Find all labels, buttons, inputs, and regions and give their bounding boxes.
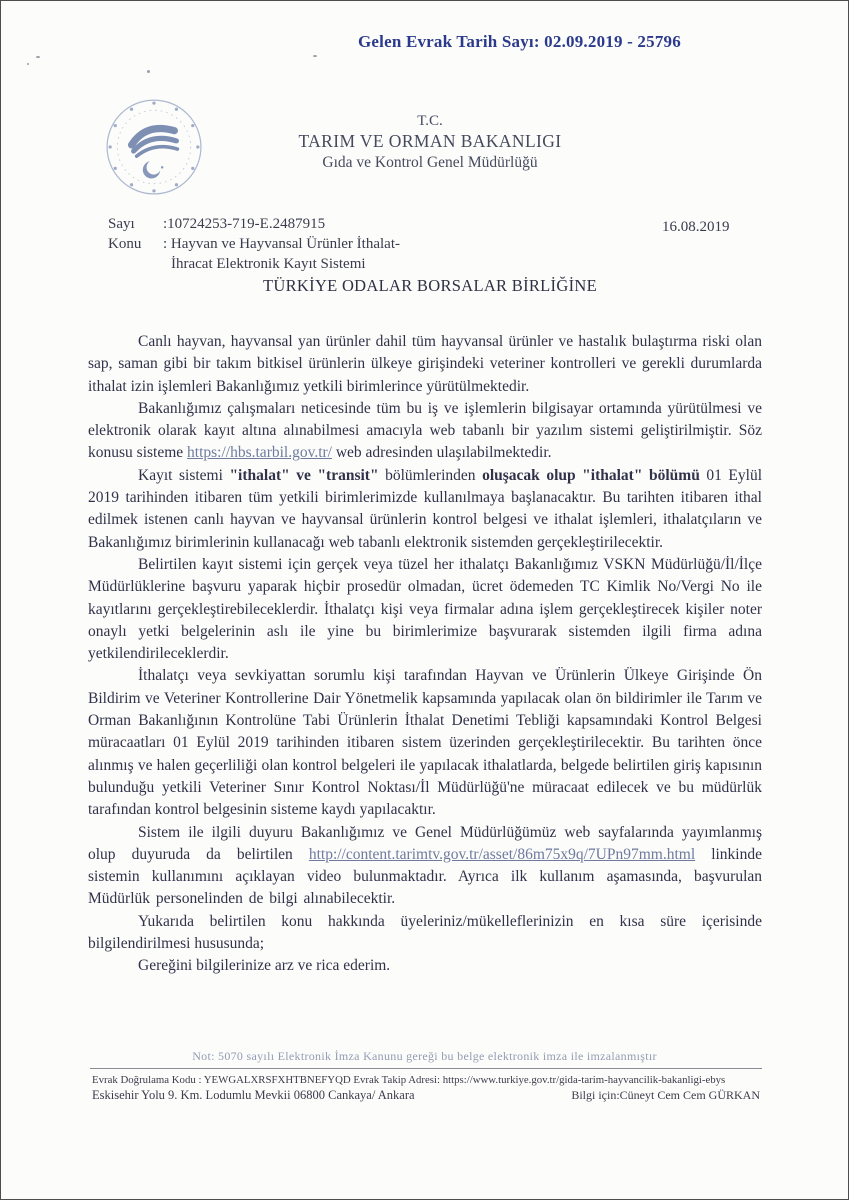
paragraph-6-tail: linkinde sistemin kullanımını açıklayan video bulunmaktadır. Ayrıca ilk kullanım aşamasında, başvurulan Müdürlük personelinden de bilgi alınabilecektir. [88,845,762,908]
letterhead [90,112,770,172]
paragraph-3-tail: 01 Eylül 2019 tarihinden itibaren tüm yetkili birimlerimizde kullanılmaya başlanacaktır. Bu tarihten itibaren ithal edilmek istenen canlı hayvan ve hayvansal ürünlerin kontrol belgesi ve ithalat işlemleri, ithalatçıların ve Bakanlığımız birimlerinin kullanacağı web tabanlı elektronik sistemden gerçekleştirilecektir. [88,466,762,551]
e-signature-note: Not: 5070 sayılı Elektronik İmza Kanunu gereği bu belge elektronik imza ile imzalanmıştır [192,1049,657,1063]
hbs-tarbil-link[interactable]: https://hbs.tarbil.gov.tr/ [187,444,332,462]
paragraph-5: İthalatçı veya sevkiyattan sorumlu kişi tarafından Hayvan ve Ürünlerin Ülkeye Girişinde Ön Bildirim ve Veteriner Kontrollerine Dair Yönetmelik kapsamında yapılacak olan ön bildirimler ile Tarım ve Orman Bakanlığının Kontrolüne Tabi Ürünlerin İthalat Denetimi Tebliği kapsamındaki Kontrol Belgesi müracaatları 01 Eylül 2019 tarihinden itibaren sistem üzerinden gerçekleştirilecektir. Bu tarihten önce alınmış ve halen geçerliliği olan kontrol belgeleri ile yapılacak ithalatlarda, belgede belirtilen giriş kapısının bulunduğu yetkili Veteriner Sınır Kontrol Noktası/İl Müdürlüğü'ne müracaat edilecek ve bu müdürlük tarafından kontrol belgesinin sisteme kaydı yapılacaktır. [88,667,762,819]
letterhead-tc: T.C. [417,113,443,129]
konu-value [163,234,400,274]
closing-line: Gereğini bilgilerinize arz ve rica ederim. [138,957,391,975]
paragraph-3-text: bölümlerinden [378,466,483,484]
footer-line2 [92,1088,760,1102]
verification-code-line: Evrak Doğrulama Kodu : YEWGALXRSFXHTBNEFYQD Evrak Takip Adresi: https://www.turkiye.gov.tr/gida-tarim-hayvancilik-bakanligi-ebys [92,1074,726,1086]
sayi-row [108,214,668,234]
sayi-value: :10724253-719-E.2487915 [163,216,326,232]
scan-speckle [36,56,40,58]
paragraph-2-text: Bakanlığımız çalışmaları neticesinde tüm bu iş ve işlemlerin bilgisayar ortamında yürütülmesi ve elektronik olarak kayıt altına alınabilmesi amacıyla web tabanlı bir yazılım sistemi geliştirilmiştir. Söz konusu sisteme [88,399,762,462]
paragraph-3 [88,465,762,554]
incoming-document-stamp: Gelen Evrak Tarih Sayı: 02.09.2019 - 25796 [358,32,681,51]
document-meta [108,214,668,274]
scan-speckle [313,55,317,57]
paragraph-3-bold-ithalat-transit: "ithalat" ve "transit" [229,466,379,484]
scan-speckle [147,70,150,73]
paragraph-6-text: Sistem ile ilgili duyuru Bakanlığımız ve Genel Müdürlüğümüz web sayfalarında yayımlanmış olup duyuruda da belirtilen [88,823,762,863]
letterhead-department: Gıda ve Kontrol Genel Müdürlüğü [322,153,538,171]
paragraph-2-tail: web adresinden ulaşılabilmektedir. [331,444,552,462]
konu-label: Konu [108,236,142,252]
konu-value-line2: İhracat Elektronik Kayıt Sistemi [171,256,366,272]
contact-person: Bilgi için:Cüneyt Cem Cem GÜRKAN [571,1088,760,1102]
paragraph-7: Yukarıda belirtilen konu hakkında üyeleriniz/mükelleflerinizin en kısa süre içerisinde bilgilendirilmesi hususunda; [88,912,762,953]
letterhead-ministry: TARIM VE ORMAN BAKANLIGI [298,130,562,151]
document-date: 16.08.2019 [662,219,730,235]
footer [92,1073,760,1102]
paragraph-6 [88,822,762,911]
address-line: Eskisehir Yolu 9. Km. Lodumlu Mevkii 06800 Cankaya/ Ankara [92,1088,415,1102]
paragraph-4: Belirtilen kayıt sistemi için gerçek veya tüzel her ithalatçı Bakanlığımız VSKN Müdürlüğü/İl/İlçe Müdürlüklerine başvuru yaparak hiçbir prosedür olmadan, ücret ödemeden TC Kimlik No/Vergi No ile kayıtlarını gerçekleştirebileceklerdir. İthalatçı kişi veya firmalar adına işlem gerçekleştirecek kişiler noter onaylı yetki belgelerinin aslı ile yine bu birimlerimize başvurarak sistemden ilgili firma adına yetkilendirileceklerdir. [88,555,762,663]
paragraph-3-text: Kayıt sistemi [138,466,230,484]
konu-value-line1: : Hayvan ve Hayvansal Ürünler İthalat- [163,236,400,252]
tarimtv-video-link[interactable]: http://content.tarimtv.gov.tr/asset/86m75x9q/7UPn97mm.html [308,845,696,863]
scan-speckle [27,63,29,65]
konu-row [108,234,668,274]
paragraph-3-bold-olusacak: oluşacak olup "ithalat" bölümü [482,466,700,484]
paragraph-1: Canlı hayvan, hayvansal yan ürünler dahil tüm hayvansal ürünler ve hastalık bulaştırma riski olan sap, saman gibi bir takım bitkisel ürünlerin ülkeye girişindeki veteriner kontrolleri ve gerekli durumlarda ithalat izin işlemleri Bakanlığımız yetkili birimlerince yürütülmektedir. [88,333,762,395]
recipient-title: TÜRKİYE ODALAR BORSALAR BİRLİĞİNE [263,276,597,295]
sayi-label: Sayı [108,216,135,232]
letter-body [88,331,762,978]
footer-divider [90,1068,762,1069]
paragraph-2 [88,398,762,465]
